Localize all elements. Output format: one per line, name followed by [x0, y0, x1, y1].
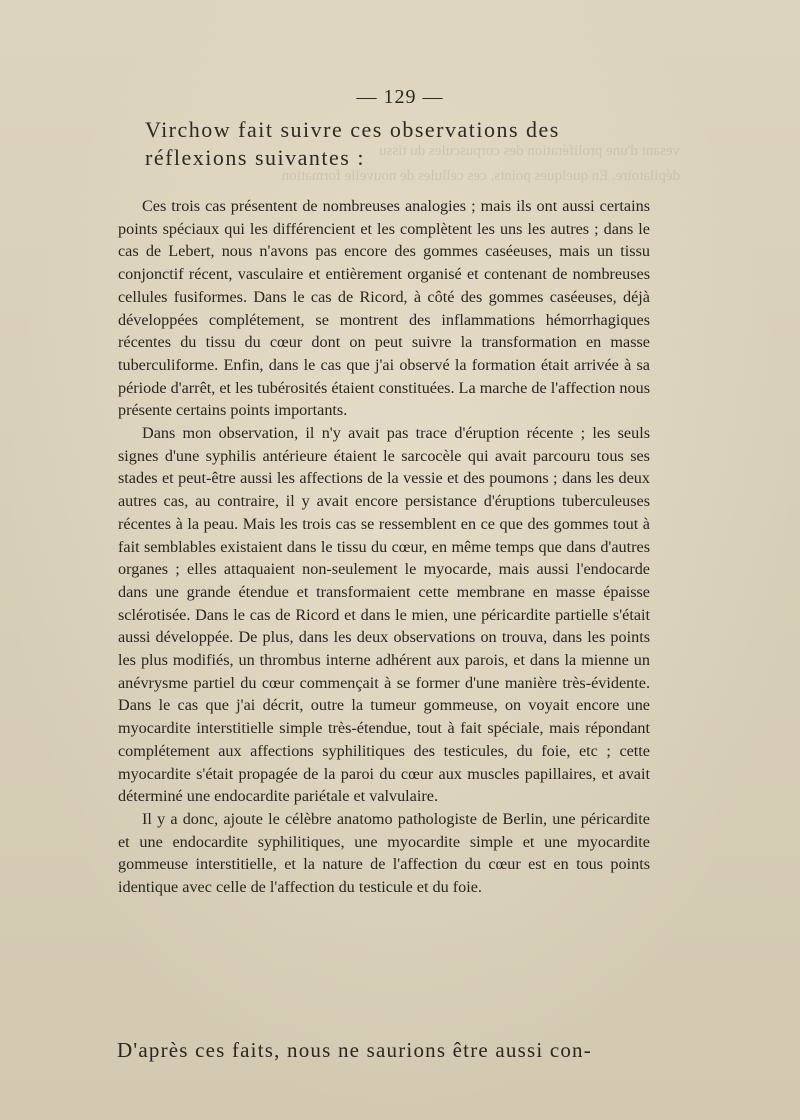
bleed-through-text: vesant d'une prolifération des corpuscules du tissu: [379, 143, 680, 159]
paragraph: Il y a donc, ajoute le célèbre anatomo pathologiste de Berlin, une péricardite et une endocardite syphilitiques, une myocardite simple et une myocardite gommeuse interstitielle, et la nature de l'affection du cœur est en tous points identique avec celle de l'affection du testicule et du foie.: [118, 809, 650, 897]
paragraph: Ces trois cas présentent de nombreuses analogies ; mais ils ont aussi certains points spéciaux qui les différencient et les complètent les uns les autres ; dans le cas de Lebert, nous n'avons pas encore des gommes caséeuses, mais un tissu conjonctif récent, vasculaire et entièrement organisé et contenant de nombreuses cellules fusiformes. Dans le cas de Ricord, à côté des gommes caséeuses, déjà développées complétement, se montrent des inflammations hémorrhagiques récentes du tissu du cœur dont on peut suivre la transformation en masse tuberculiforme. Enfin, dans le cas que j'ai observé la formation était arrivée à sa période d'arrêt, et les tubérosités étaient constituées. La marche de l'affection nous présente certains points importants.: [118, 197, 650, 420]
page-number: — 129 —: [356, 86, 444, 108]
paragraph: Dans mon observation, il n'y avait pas trace d'éruption récente ; les seuls signes d'une syphilis antérieure étaient le sarcocèle qui avait parcouru tous ses stades et peut-être aussi les affections de la vessie et des poumons ; dans les deux autres cas, au contraire, il y avait encore persistance d'éruptions tuberculeuses récentes à la peau. Mais les trois cas se ressemblent en ce que des gommes tout à fait semblables existaient dans le tissu du cœur, en même temps que dans d'autres organes ; elles attaquaient non-seulement le myocarde, mais aussi l'endocarde dans une grande étendue et transformaient cette membrane en masse épaisse sclérotisée. Dans le cas de Ricord et dans le mien, une péricardite partielle s'était aussi développée. De plus, dans les deux observations on trouva, dans les points les plus modifiés, un thrombus interne adhérent aux parois, et dans la mienne un anévrysme partiel du cœur commençait à se former d'une manière très-évidente. Dans le cas que j'ai décrit, outre la tumeur gommeuse, on voyait encore une myocardite interstitielle simple très-étendue, tout à fait spéciale, mais répondant complétement aux affections syphilitiques des testicules, du foie, etc ; cette myocardite s'était propagée de la paroi du cœur aux muscles papillaires, et avait déterminé une endocardite pariétale et valvulaire.: [118, 424, 650, 806]
closing-line: D'après ces faits, nous ne saurions être aussi con-: [117, 1038, 592, 1062]
bleed-through-text: dépilatoire. En quelques points, ces cellules de nouvelle formation: [281, 168, 680, 184]
intro-sentence: Virchow fait suivre ces observations des réflexions suivantes :: [145, 117, 560, 170]
quoted-passage: [118, 195, 650, 899]
